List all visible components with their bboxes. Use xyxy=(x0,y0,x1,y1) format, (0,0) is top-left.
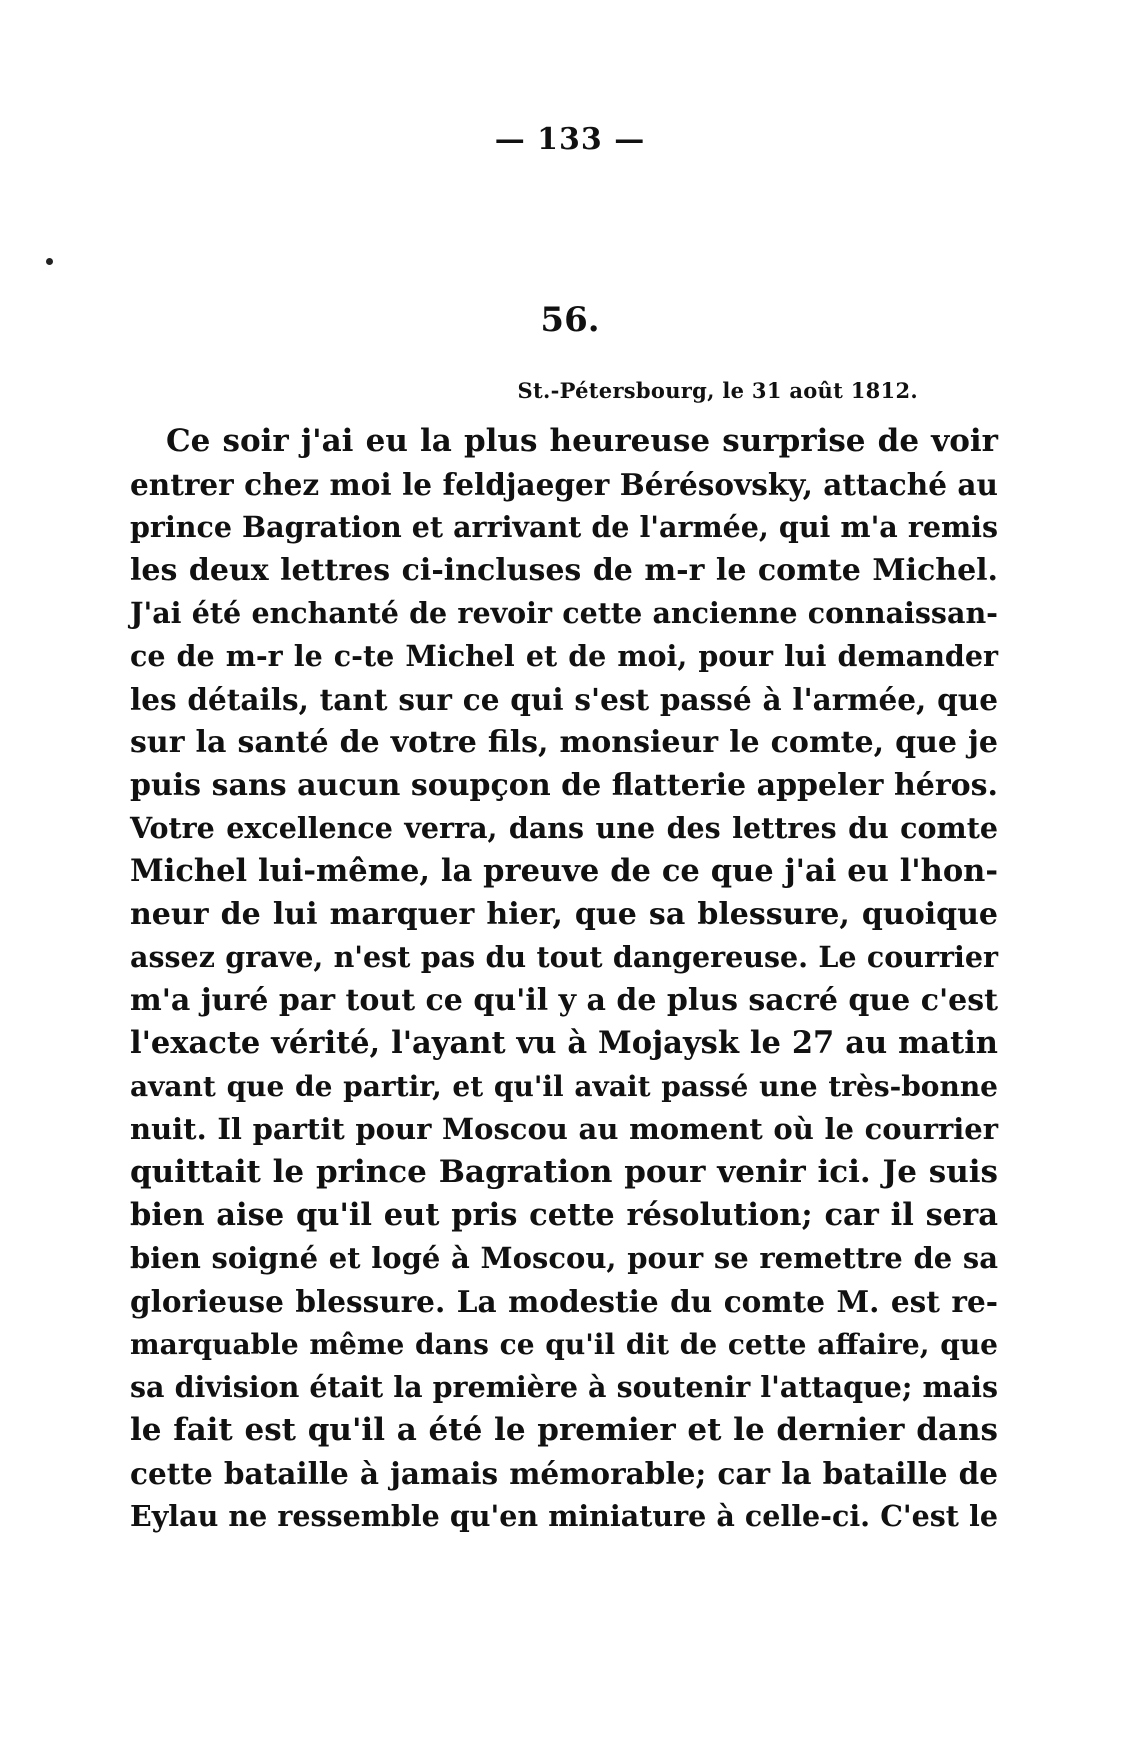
text-line: l'exacte vérité, l'ayant vu à Mojaysk le 27 au matin xyxy=(130,1025,998,1061)
text-line: puis sans aucun soupçon de flatterie appeler héros. xyxy=(130,768,998,803)
text-line: sa division était la première à soutenir l'attaque; mais xyxy=(130,1370,998,1404)
text-line: nuit. Il partit pour Moscou au moment où le courrier xyxy=(130,1112,998,1146)
dateline: St.-Pétersbourg, le 31 août 1812. xyxy=(517,378,918,403)
text-line: les détails, tant sur ce qui s'est passé à l'armée, que xyxy=(130,682,998,717)
text-line: glorieuse blessure. La modestie du comte M. est re- xyxy=(130,1284,998,1319)
print-speck xyxy=(46,258,53,265)
letter-body xyxy=(130,420,998,1538)
text-line: prince Bagration et arrivant de l'armée, qui m'a remis xyxy=(130,510,998,544)
text-line: neur de lui marquer hier, que sa blessure, quoique xyxy=(130,897,998,932)
text-line: Michel lui-même, la preuve de ce que j'ai eu l'hon- xyxy=(130,853,998,889)
text-line: bien aise qu'il eut pris cette résolution; car il sera xyxy=(130,1197,998,1233)
text-line: ce de m-r le c-te Michel et de moi, pour lui demander xyxy=(130,639,998,673)
text-line: J'ai été enchanté de revoir cette ancienne connaissan- xyxy=(130,596,998,630)
text-line: Ce soir j'ai eu la plus heureuse surprise de voir xyxy=(166,423,998,459)
text-line: Votre excellence verra, dans une des lettres du comte xyxy=(130,811,998,845)
text-line: bien soigné et logé à Moscou, pour se remettre de sa xyxy=(130,1241,998,1275)
text-line: le fait est qu'il a été le premier et le dernier dans xyxy=(130,1412,998,1448)
text-line: m'a juré par tout ce qu'il y a de plus sacré que c'est xyxy=(130,983,998,1018)
text-line: cette bataille à jamais mémorable; car la bataille de xyxy=(130,1456,998,1491)
text-line: sur la santé de votre fils, monsieur le comte, que je xyxy=(130,725,998,760)
text-line: avant que de partir, et qu'il avait passé une très-bonne xyxy=(130,1070,998,1103)
text-line: Eylau ne ressemble qu'en miniature à celle-ci. C'est le xyxy=(130,1499,998,1533)
letter-number: 56. xyxy=(540,300,600,340)
text-line: marquable même dans ce qu'il dit de cette affaire, que xyxy=(130,1328,998,1361)
text-line: entrer chez moi le feldjaeger Bérésovsky, attaché au xyxy=(130,467,998,502)
text-line: assez grave, n'est pas du tout dangereuse. Le courrier xyxy=(130,940,998,974)
text-line: quittait le prince Bagration pour venir ici. Je suis xyxy=(130,1154,998,1190)
page-number: — 133 — xyxy=(494,122,646,157)
text-line: les deux lettres ci-incluses de m-r le comte Michel. xyxy=(130,553,998,588)
